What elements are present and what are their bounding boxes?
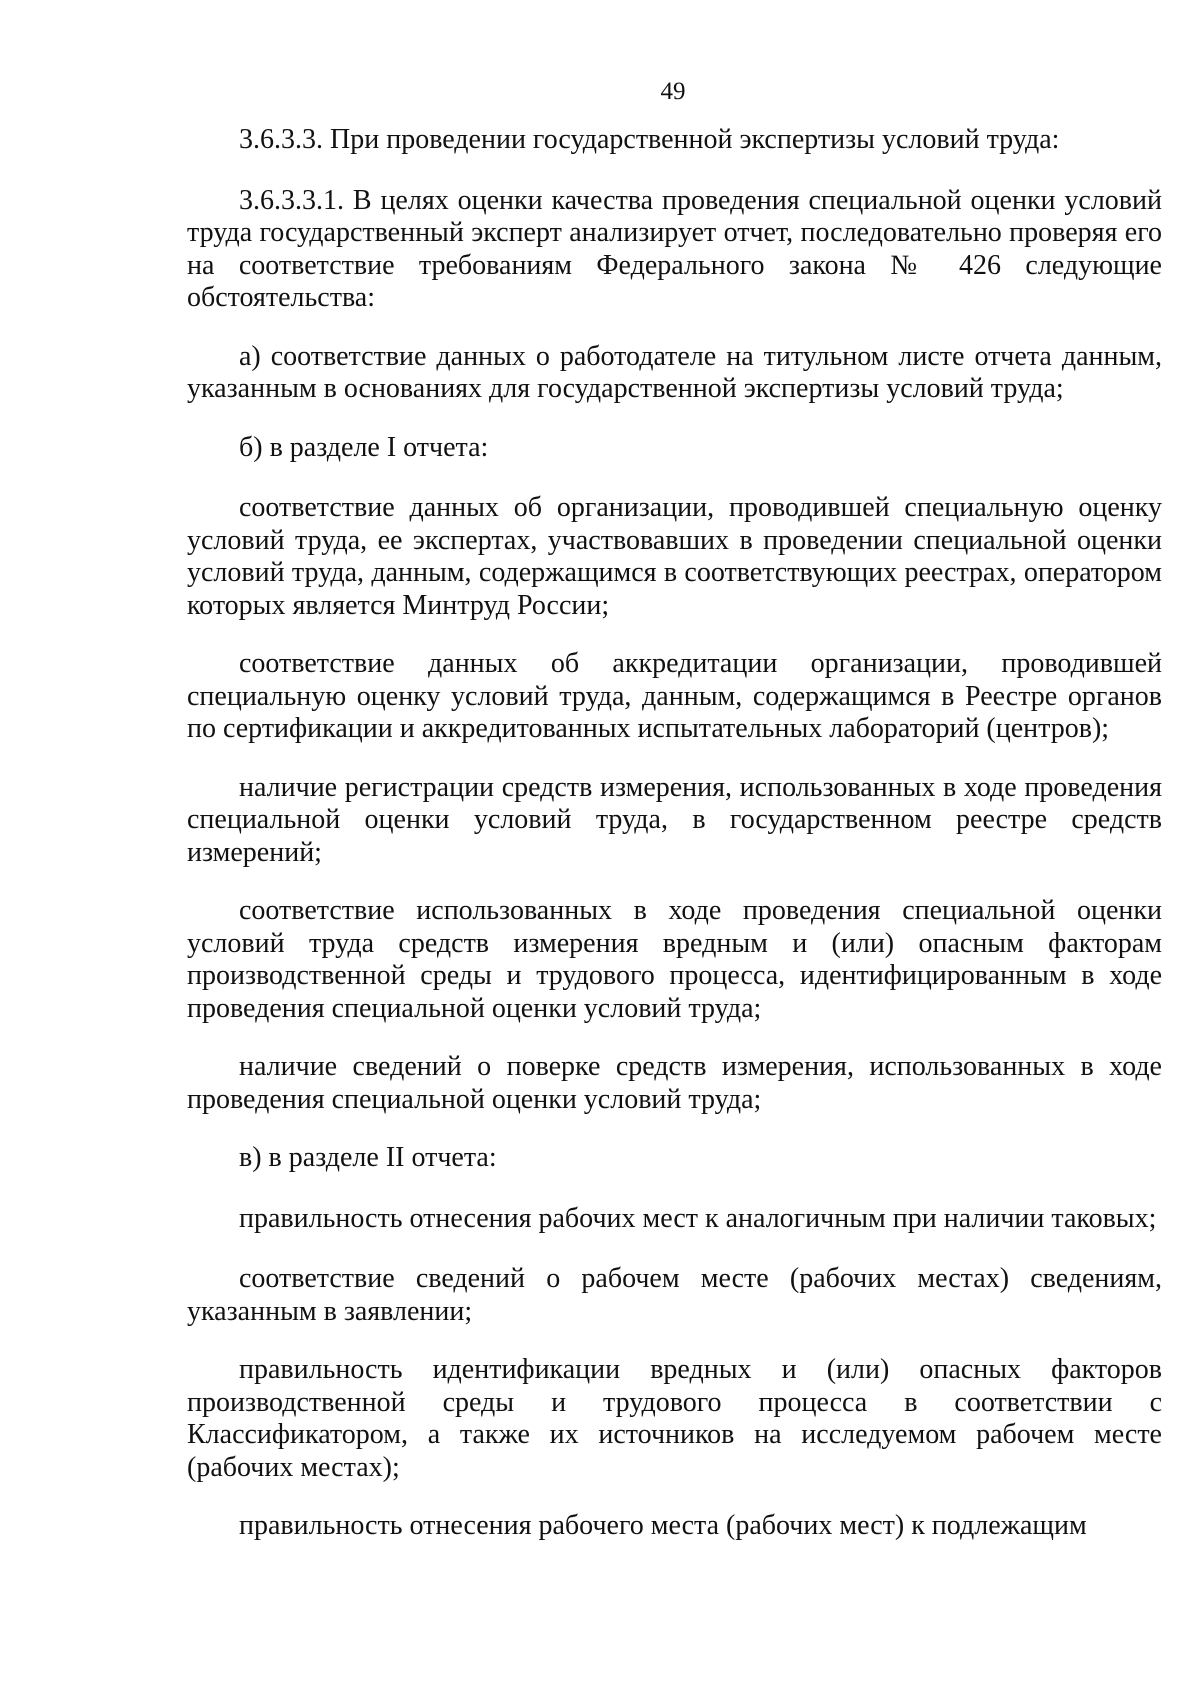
- item-b-heading: б) в разделе I отчета:: [239, 431, 489, 463]
- document-body: [187, 124, 1162, 1543]
- paragraph-3-6-3-3-1: 3.6.3.3.1. В целях оценки качества проведения специальной оценки условий труда государственный эксперт анализирует отчет, последовательно проверяя его на соответствие требованиям Федерального закона № 426 следующие обстоятельства:: [187, 184, 1162, 313]
- section-heading-3-6-3-3: 3.6.3.3. При проведении государственной экспертизы условий труда:: [239, 124, 1060, 155]
- page-number: 49: [660, 78, 686, 105]
- list-item: соответствие сведений о рабочем месте (рабочих местах) сведениям, указанным в заявлении;: [187, 1263, 1162, 1327]
- list-item: соответствие данных об аккредитации организации, проводившей специальную оценку условий труда, данным, содержащимся в Реестре органов по сертификации и аккредитованных испытательных лабораторий (центров);: [187, 648, 1162, 744]
- item-a-paragraph: а) соответствие данных о работодателе на титульном листе отчета данным, указанным в основаниях для государственной экспертизы условий труда;: [187, 340, 1162, 404]
- list-item: соответствие использованных в ходе проведения специальной оценки условий труда средств измерения вредным и (или) опасным факторам производственной среды и трудового процесса, идентифицированным в ходе проведения специальной оценки условий труда;: [187, 895, 1162, 1024]
- list-item: наличие регистрации средств измерения, использованных в ходе проведения специальной оценки условий труда, в государственном реестре средств измерений;: [187, 771, 1162, 868]
- list-item: правильность идентификации вредных и (или) опасных факторов производственной среды и трудового процесса в соответствии с Классификатором, а также их источников на исследуемом рабочем месте (рабочих местах);: [187, 1354, 1162, 1483]
- list-item: правильность отнесения рабочих мест к аналогичным при наличии таковых;: [239, 1202, 1157, 1234]
- list-item: наличие сведений о поверке средств измерения, использованных в ходе проведения специальной оценки условий труда;: [187, 1051, 1162, 1115]
- item-v-heading: в) в разделе II отчета:: [239, 1142, 497, 1173]
- list-item: соответствие данных об организации, проводившей специальную оценку условий труда, ее экспертах, участвовавших в проведении специальной оценки условий труда, данным, содержащимся в соответствующих реестрах, оператором которых является Минтруд России;: [187, 492, 1162, 621]
- list-item: правильность отнесения рабочего места (рабочих мест) к подлежащим: [239, 1510, 1087, 1541]
